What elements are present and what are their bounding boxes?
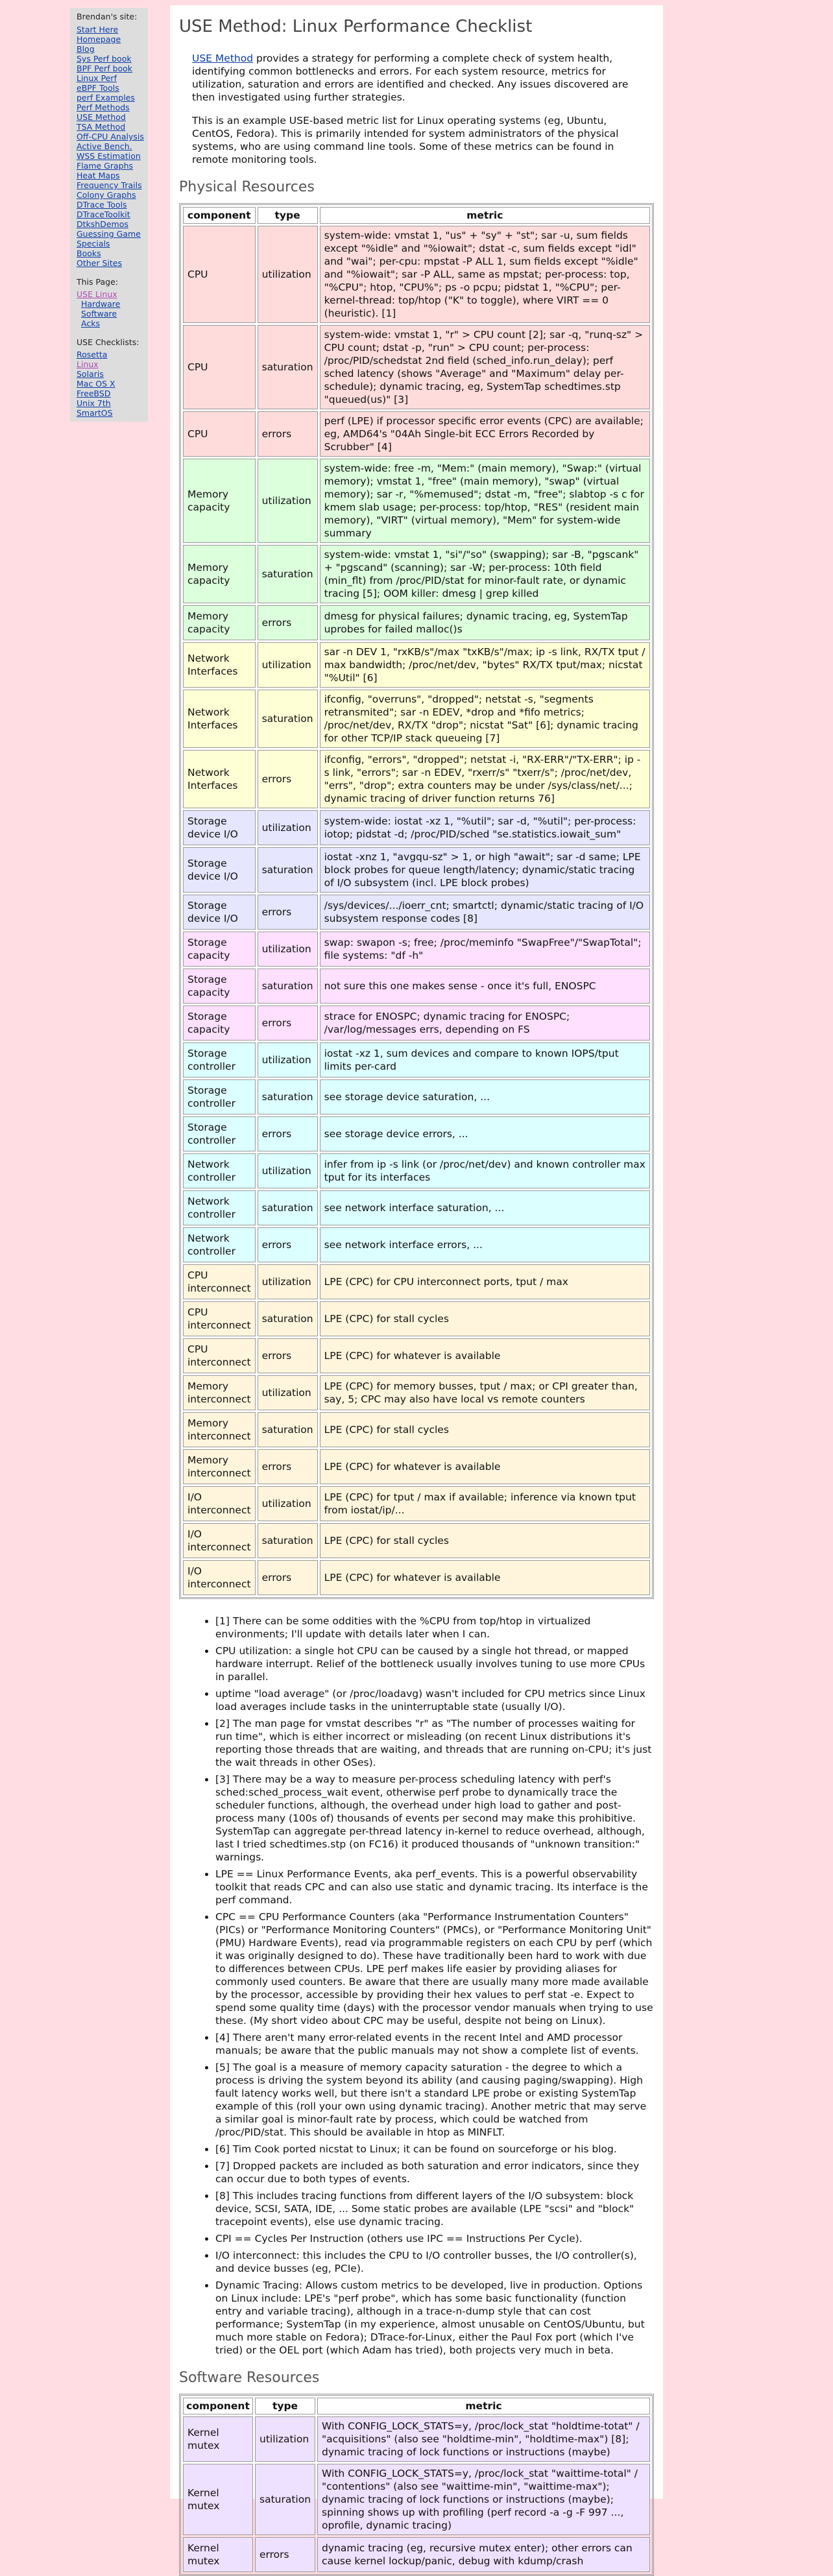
component-cell: Memory capacity bbox=[183, 545, 256, 603]
metric-cell: sar -n DEV 1, "rxKB/s"/max "txKB/s"/max; ip -s link, RX/TX tput / max bandwidth; /proc/net/dev, "bytes" RX/TX tput/max; nicstat "%Util" [6] bbox=[320, 642, 650, 688]
sidebar-link-dtkshdemos[interactable]: DtkshDemos bbox=[77, 219, 128, 229]
intro-paragraph-1 bbox=[179, 52, 654, 104]
sidebar-site-links bbox=[77, 25, 148, 268]
component-cell: Network Interfaces bbox=[183, 750, 256, 808]
metric-cell: LPE (CPC) for memory busses, tput / max; or CPI greater than, say, 5; CPC may also have local vs remote counters bbox=[320, 1375, 650, 1410]
table-row bbox=[183, 1486, 650, 1521]
component-cell: Memory interconnect bbox=[183, 1375, 256, 1410]
sidebar-link-wss-estimation[interactable]: WSS Estimation bbox=[77, 151, 141, 161]
metric-cell: With CONFIG_LOCK_STATS=y, /proc/lock_stat "holdtime-totat" / "acquisitions" (also see "holdtime-min", "holdtime-max") [8]; dynamic tracing of lock functions or instructions (maybe) bbox=[317, 2416, 650, 2462]
footnote-item: • LPE == Linux Performance Events, aka perf_events. This is a powerful observability toolkit that reads CPC and can also use static and dynamic tracing. Its interface is the perf command. bbox=[215, 1868, 654, 1907]
metric-cell: dynamic tracing (eg, recursive mutex enter); other errors can cause kernel lockup/panic, debug with kdump/crash bbox=[317, 2537, 650, 2572]
table-row bbox=[183, 325, 650, 409]
type-cell: utilization bbox=[255, 2416, 315, 2462]
table-row bbox=[183, 605, 650, 640]
metric-cell: /sys/devices/.../ioerr_cnt; smartctl; dynamic/static tracing of I/O subsystem response codes [8] bbox=[320, 895, 650, 930]
table-row bbox=[183, 932, 650, 967]
table-row bbox=[183, 1449, 650, 1484]
table-row bbox=[183, 1227, 650, 1262]
table-row bbox=[183, 1264, 650, 1299]
component-cell: Storage device I/O bbox=[183, 847, 256, 893]
metric-cell: see network interface saturation, ... bbox=[320, 1190, 650, 1225]
type-cell: utilization bbox=[258, 1486, 318, 1521]
metric-cell: system-wide: vmstat 1, "si"/"so" (swapping); sar -B, "pgscank" + "pgscand" (scanning); sar -W; per-process: 10th field (min_flt) from /proc/PID/stat for minor-fault rate, or dynamic tracing [5]; OOM killer: dmesg | grep killed bbox=[320, 545, 650, 603]
sidebar-link-hardware[interactable]: Hardware bbox=[81, 299, 121, 309]
type-cell: errors bbox=[258, 605, 318, 640]
table-row bbox=[183, 545, 650, 603]
footnotes-list bbox=[179, 1615, 654, 2357]
type-cell: utilization bbox=[258, 932, 318, 967]
metric-cell: see storage device saturation, ... bbox=[320, 1079, 650, 1114]
sidebar-link-start-here[interactable]: Start Here bbox=[77, 25, 119, 34]
component-cell: Storage capacity bbox=[183, 1005, 256, 1041]
table-row bbox=[183, 810, 650, 845]
type-cell: saturation bbox=[258, 690, 318, 748]
footnote-item: • uptime "load average" (or /proc/loadavg) wasn't included for CPU metrics since Linux load averages include tasks in the uninterruptable state (usually I/O). bbox=[215, 1687, 654, 1713]
table-row bbox=[183, 1375, 650, 1410]
type-cell: errors bbox=[258, 1005, 318, 1041]
component-cell: Network Interfaces bbox=[183, 690, 256, 748]
sidebar-link-dtracetoolkit[interactable]: DTraceToolkit bbox=[77, 210, 130, 219]
metric-cell: system-wide: vmstat 1, "r" > CPU count [2]; sar -q, "runq-sz" > CPU count; dstat -p, "run" > CPU count; per-process: /proc/PID/schedstat 2nd field (sched_info.run_delay); perf sched latency (shows "Average" and "Maximum" delay per-schedule); dynamic tracing, eg, SystemTap schedtimes.stp "queued(us)" [3] bbox=[320, 325, 650, 409]
sidebar-link-flame-graphs[interactable]: Flame Graphs bbox=[77, 161, 134, 171]
table-row bbox=[183, 1042, 650, 1077]
table-row bbox=[183, 1005, 650, 1041]
table-row bbox=[183, 642, 650, 688]
sidebar-link-sys-perf-book[interactable]: Sys Perf book bbox=[77, 54, 132, 64]
component-cell: Memory interconnect bbox=[183, 1449, 256, 1484]
metric-cell: ifconfig, "errors", "dropped"; netstat -i, "RX-ERR"/"TX-ERR"; ip -s link, "errors"; sar -n EDEV, "rxerr/s" "txerr/s"; /proc/net/dev, "errs", "drop"; extra counters may be under /sys/class/net/...; dynamic tracing of driver function returns 76] bbox=[320, 750, 650, 808]
sidebar-this-page-heading: This Page: bbox=[77, 277, 118, 287]
software-resources-table bbox=[179, 2394, 654, 2576]
sidebar-link-books[interactable]: Books bbox=[77, 248, 101, 258]
sidebar-link-heat-maps[interactable]: Heat Maps bbox=[77, 171, 120, 180]
component-cell: CPU interconnect bbox=[183, 1264, 256, 1299]
metric-cell: swap: swapon -s; free; /proc/meminfo "SwapFree"/"SwapTotal"; file systems: "df -h" bbox=[320, 932, 650, 967]
sidebar-link-perf-methods[interactable]: Perf Methods bbox=[77, 102, 130, 112]
physical-resources-table bbox=[179, 203, 654, 1599]
type-cell: utilization bbox=[258, 459, 318, 543]
footnote-item: • [1] There can be some oddities with the %CPU from top/htop in virtualized environments; I'll update with details later when I can. bbox=[215, 1615, 654, 1641]
metric-cell: LPE (CPC) for tput / max if available; inference via known tput from iostat/ip/... bbox=[320, 1486, 650, 1521]
footnote-item: • CPU utilization: a single hot CPU can be caused by a single hot thread, or mapped hardware interrupt. Relief of the bottleneck usually involves tuning to use more CPUs in parallel. bbox=[215, 1644, 654, 1683]
software-resources-heading: Software Resources bbox=[179, 2370, 320, 2386]
metric-cell: not sure this one makes sense - once it's full, ENOSPC bbox=[320, 969, 650, 1004]
metric-cell: iostat -xz 1, sum devices and compare to known IOPS/tput limits per-card bbox=[320, 1042, 650, 1077]
type-cell: saturation bbox=[258, 545, 318, 603]
component-cell: Kernel mutex bbox=[183, 2537, 253, 2572]
sidebar-link-freebsd[interactable]: FreeBSD bbox=[77, 389, 111, 398]
table-row bbox=[183, 895, 650, 930]
sidebar-link-colony-graphs[interactable]: Colony Graphs bbox=[77, 190, 136, 200]
footnote-item: • [5] The goal is a measure of memory capacity saturation - the degree to which a process is driving the system beyond its ability (and causing paging/swapping). High fault latency works well, but there isn't a standard LPE probe or existing SystemTap example of this (roll your own using dynamic tracing). Another metric that may serve a similar goal is minor-fault rate by process, which could be watched from /proc/PID/stat. This should be available in htop as MINFLT. bbox=[215, 2061, 654, 2139]
type-cell: errors bbox=[258, 895, 318, 930]
sidebar-link-dtrace-tools[interactable]: DTrace Tools bbox=[77, 200, 127, 210]
type-cell: errors bbox=[258, 1560, 318, 1595]
footnote-item: • [8] This includes tracing functions from different layers of the I/O subsystem: block device, SCSI, SATA, IDE, ... Some static probes are available (LPE "scsi" and "block" tracepoint events), else use dynamic tracing. bbox=[215, 2189, 654, 2228]
type-cell: saturation bbox=[258, 969, 318, 1004]
component-cell: Storage controller bbox=[183, 1042, 256, 1077]
table-row bbox=[183, 1116, 650, 1151]
component-cell: Network controller bbox=[183, 1227, 256, 1262]
table-row bbox=[183, 1153, 650, 1188]
column-header-metric: metric bbox=[317, 2398, 650, 2414]
table-row bbox=[183, 411, 650, 457]
table-row bbox=[183, 1560, 650, 1595]
metric-cell: LPE (CPC) for stall cycles bbox=[320, 1412, 650, 1447]
type-cell: utilization bbox=[258, 1264, 318, 1299]
footnote-item: • [4] There aren't many error-related events in the recent Intel and AMD processor manuals; be aware that the public manuals may not show a complete list of events. bbox=[215, 2031, 654, 2057]
metric-cell: LPE (CPC) for whatever is available bbox=[320, 1338, 650, 1373]
metric-cell: LPE (CPC) for stall cycles bbox=[320, 1523, 650, 1558]
component-cell: Kernel mutex bbox=[183, 2464, 253, 2535]
sidebar-link-bpf-perf-book[interactable]: BPF Perf book bbox=[77, 64, 133, 73]
sidebar-link-linux-perf[interactable]: Linux Perf bbox=[77, 73, 117, 83]
component-cell: Network controller bbox=[183, 1190, 256, 1225]
type-cell: saturation bbox=[258, 325, 318, 409]
sidebar-link-unix-7th[interactable]: Unix 7th bbox=[77, 398, 111, 408]
type-cell: errors bbox=[258, 1116, 318, 1151]
table-row bbox=[183, 690, 650, 748]
footnote-item: • Dynamic Tracing: Allows custom metrics to be developed, live in production. Options on Linux include: LPE's "perf probe", which has some basic functionality (function entry and variable tracing), although in a trace-n-dump style that can cost performance; SystemTap (in my experience, almost unusable on CentOS/Ubuntu, but much more stable on Fedora); DTrace-for-Linux, either the Paul Fox port (which I've tried) or the OEL port (which Adam has tried), both projects very much in beta. bbox=[215, 2279, 654, 2357]
sidebar-link-solaris[interactable]: Solaris bbox=[77, 369, 104, 379]
type-cell: utilization bbox=[258, 642, 318, 688]
component-cell: CPU interconnect bbox=[183, 1301, 256, 1336]
table-row bbox=[183, 1523, 650, 1558]
footnote-item: • I/O interconnect: this includes the CPU to I/O controller busses, the I/O controller(s), and device busses (eg, PCIe). bbox=[215, 2249, 654, 2275]
sidebar-link-use-linux[interactable]: USE Linux bbox=[77, 289, 117, 299]
use-method-link[interactable]: USE Method bbox=[192, 53, 254, 64]
metric-cell: system-wide: vmstat 1, "us" + "sy" + "st"; sar -u, sum fields except "%idle" and "%iowait"; dstat -c, sum fields except "idl" and "wai"; per-cpu: mpstat -P ALL 1, sum fields except "%idle" and "%iowait"; sar -P ALL, same as mpstat; per-process: top, "%CPU"; htop, "CPU%"; ps -o pcpu; pidstat 1, "%CPU"; per-kernel-thread: top/htop ("K" to toggle), where VIRT == 0 (heuristic). [1] bbox=[320, 226, 650, 323]
column-header-component: component bbox=[183, 2398, 253, 2414]
sidebar-checklist-links bbox=[77, 350, 148, 418]
type-cell: saturation bbox=[258, 1190, 318, 1225]
footnote-item: • [7] Dropped packets are included as both saturation and error indicators, since they can occur due to both types of events. bbox=[215, 2160, 654, 2185]
component-cell: I/O interconnect bbox=[183, 1486, 256, 1521]
sidebar bbox=[70, 8, 148, 422]
table-row bbox=[183, 459, 650, 543]
component-cell: I/O interconnect bbox=[183, 1560, 256, 1595]
sidebar-this-page-links bbox=[77, 289, 148, 328]
type-cell: errors bbox=[258, 1227, 318, 1262]
metric-cell: ifconfig, "overruns", "dropped"; netstat -s, "segments retransmited"; sar -n EDEV, *drop and *fifo metrics; /proc/net/dev, RX/TX "drop"; nicstat "Sat" [6]; dynamic tracing for other TCP/IP stack queueing [7] bbox=[320, 690, 650, 748]
sidebar-link-tsa-method[interactable]: TSA Method bbox=[77, 122, 126, 132]
sidebar-title: Brendan's site: bbox=[77, 12, 138, 21]
metric-cell: see storage device errors, ... bbox=[320, 1116, 650, 1151]
type-cell: saturation bbox=[258, 1412, 318, 1447]
column-header-type: type bbox=[255, 2398, 315, 2414]
type-cell: saturation bbox=[258, 1079, 318, 1114]
component-cell: Network Interfaces bbox=[183, 642, 256, 688]
type-cell: errors bbox=[258, 411, 318, 457]
sidebar-link-linux[interactable]: Linux bbox=[77, 359, 99, 369]
column-header-metric: metric bbox=[320, 207, 650, 224]
component-cell: Kernel mutex bbox=[183, 2416, 253, 2462]
sidebar-link-smartos[interactable]: SmartOS bbox=[77, 408, 113, 418]
physical-resources-heading: Physical Resources bbox=[179, 179, 315, 195]
table-row bbox=[183, 1338, 650, 1373]
table-row bbox=[183, 847, 650, 893]
component-cell: CPU bbox=[183, 411, 256, 457]
sidebar-link-ebpf-tools[interactable]: eBPF Tools bbox=[77, 83, 119, 93]
type-cell: errors bbox=[255, 2537, 315, 2572]
main-content bbox=[170, 5, 663, 2567]
sidebar-link-active-bench[interactable]: Active Bench. bbox=[77, 141, 132, 151]
metric-cell: strace for ENOSPC; dynamic tracing for ENOSPC; /var/log/messages errs, depending on FS bbox=[320, 1005, 650, 1041]
metric-cell: dmesg for physical failures; dynamic tracing, eg, SystemTap uprobes for failed malloc()s bbox=[320, 605, 650, 640]
type-cell: utilization bbox=[258, 1375, 318, 1410]
type-cell: errors bbox=[258, 1449, 318, 1484]
metric-cell: LPE (CPC) for stall cycles bbox=[320, 1301, 650, 1336]
footnote-item: • [2] The man page for vmstat describes "r" as "The number of processes waiting for run time", which is either incorrect or misleading (on recent Linux distributions it's reporting those threads that are waiting, and threads that are running on-CPU; it's just the wait threads in other OSes). bbox=[215, 1717, 654, 1769]
table-row bbox=[183, 2537, 650, 2572]
type-cell: utilization bbox=[258, 1153, 318, 1188]
sidebar-link-frequency-trails[interactable]: Frequency Trails bbox=[77, 180, 142, 190]
component-cell: Storage controller bbox=[183, 1079, 256, 1114]
table-row bbox=[183, 969, 650, 1004]
table-row bbox=[183, 226, 650, 323]
component-cell: CPU interconnect bbox=[183, 1338, 256, 1373]
sidebar-link-other-sites[interactable]: Other Sites bbox=[77, 258, 122, 268]
type-cell: saturation bbox=[255, 2464, 315, 2535]
sidebar-link-software[interactable]: Software bbox=[81, 309, 117, 319]
sidebar-link-guessing-game[interactable]: Guessing Game bbox=[77, 229, 141, 239]
footnote-item: • CPI == Cycles Per Instruction (others use IPC == Instructions Per Cycle). bbox=[215, 2232, 654, 2245]
metric-cell: With CONFIG_LOCK_STATS=y, /proc/lock_stat "waittime-total" / "contentions" (also see "waittime-min", "waittime-max"); dynamic tracing of lock functions or instructions (maybe); spinning shows up with profiling (perf record -a -g -F 997 ..., oprofile, dynamic tracing) bbox=[317, 2464, 650, 2535]
metric-cell: system-wide: iostat -xz 1, "%util"; sar -d, "%util"; per-process: iotop; pidstat -d; /proc/PID/sched "se.statistics.iowait_sum" bbox=[320, 810, 650, 845]
component-cell: Storage device I/O bbox=[183, 895, 256, 930]
metric-cell: system-wide: free -m, "Mem:" (main memory), "Swap:" (virtual memory); vmstat 1, "free" (main memory), "swap" (virtual memory); sar -r, "%memused"; dstat -m, "free"; slabtop -s c for kmem slab usage; per-process: top/htop, "RES" (resident main memory), "VIRT" (virtual memory), "Mem" for system-wide summary bbox=[320, 459, 650, 543]
sidebar-link-specials[interactable]: Specials bbox=[77, 239, 110, 248]
type-cell: utilization bbox=[258, 226, 318, 323]
component-cell: Memory capacity bbox=[183, 605, 256, 640]
sidebar-link-use-method[interactable]: USE Method bbox=[77, 112, 126, 122]
sidebar-link-perf-examples[interactable]: perf Examples bbox=[77, 93, 135, 102]
type-cell: saturation bbox=[258, 847, 318, 893]
component-cell: CPU bbox=[183, 226, 256, 323]
component-cell: Network controller bbox=[183, 1153, 256, 1188]
type-cell: saturation bbox=[258, 1523, 318, 1558]
component-cell: Storage capacity bbox=[183, 932, 256, 967]
sidebar-link-rosetta[interactable]: Rosetta bbox=[77, 350, 108, 359]
intro-paragraph-2: This is an example USE-based metric list for Linux operating systems (eg, Ubuntu, CentOS, Fedora). This is primarily intended for system administrators of the physical systems, who are using command line tools. Some of these metrics can be found in remote monitoring tools. bbox=[192, 115, 619, 165]
table-row bbox=[183, 1190, 650, 1225]
metric-cell: LPE (CPC) for whatever is available bbox=[320, 1560, 650, 1595]
table-row bbox=[183, 2416, 650, 2462]
component-cell: Memory capacity bbox=[183, 459, 256, 543]
metric-cell: perf (LPE) if processor specific error events (CPC) are available; eg, AMD64's "04Ah Single-bit ECC Errors Recorded by Scrubber" [4] bbox=[320, 411, 650, 457]
metric-cell: LPE (CPC) for whatever is available bbox=[320, 1449, 650, 1484]
sidebar-checklists-heading: USE Checklists: bbox=[77, 337, 139, 347]
component-cell: CPU bbox=[183, 325, 256, 409]
metric-cell: infer from ip -s link (or /proc/net/dev) and known controller max tput for its interfaces bbox=[320, 1153, 650, 1188]
component-cell: Storage capacity bbox=[183, 969, 256, 1004]
table-row bbox=[183, 2464, 650, 2535]
type-cell: utilization bbox=[258, 1042, 318, 1077]
footnote-item: • [3] There may be a way to measure per-process scheduling latency with perf's sched:sched_process_wait event, otherwise perf probe to dynamically trace the scheduler functions, although, the overhead under high load to gather and post-process many (100s of) thousands of events per second may make this prohibitive. SystemTap can aggregate per-thread latency in-kernel to reduce overhead, although, last I tried schedtimes.stp (on FC16) it produced thousands of "unknown transition:" warnings. bbox=[215, 1773, 654, 1864]
metric-cell: LPE (CPC) for CPU interconnect ports, tput / max bbox=[320, 1264, 650, 1299]
type-cell: errors bbox=[258, 1338, 318, 1373]
footnote-item: • CPC == CPU Performance Counters (aka "Performance Instrumentation Counters" (PICs) or "Performance Monitoring Counters" (PMCs), or "Performance Monitoring Unit" (PMU) Hardware Events), read via programmable registers on each CPU by perf (which it was originally designed to do). These have traditionally been hard to work with due to differences between CPUs. LPE perf makes life easier by providing aliases for commonly used counters. Be aware that there are usually many more made available by the processor, accessible by providing their hex values to perf stat -e. Expect to spend some quality time (days) with the processor vendor manuals when trying to use these. (My short video about CPC may be useful, despite not being on Linux). bbox=[215, 1910, 654, 2027]
component-cell: Memory interconnect bbox=[183, 1412, 256, 1447]
page-title: USE Method: Linux Performance Checklist bbox=[179, 17, 533, 36]
table-row bbox=[183, 1412, 650, 1447]
metric-cell: iostat -xnz 1, "avgqu-sz" > 1, or high "await"; sar -d same; LPE block probes for queue length/latency; dynamic/static tracing of I/O subsystem (incl. LPE block probes) bbox=[320, 847, 650, 893]
type-cell: saturation bbox=[258, 1301, 318, 1336]
table-row bbox=[183, 1301, 650, 1336]
component-cell: Storage controller bbox=[183, 1116, 256, 1151]
column-header-type: type bbox=[258, 207, 318, 224]
sidebar-link-off-cpu-analysis[interactable]: Off-CPU Analysis bbox=[77, 132, 144, 141]
sidebar-link-mac-os-x[interactable]: Mac OS X bbox=[77, 379, 115, 389]
component-cell: Storage device I/O bbox=[183, 810, 256, 845]
column-header-component: component bbox=[183, 207, 256, 224]
footnote-item: • [6] Tim Cook ported nicstat to Linux; it can be found on sourceforge or his blog. bbox=[215, 2143, 654, 2156]
component-cell: I/O interconnect bbox=[183, 1523, 256, 1558]
type-cell: errors bbox=[258, 750, 318, 808]
sidebar-link-acks[interactable]: Acks bbox=[81, 319, 100, 328]
table-row bbox=[183, 750, 650, 808]
metric-cell: see network interface errors, ... bbox=[320, 1227, 650, 1262]
sidebar-link-homepage[interactable]: Homepage bbox=[77, 34, 121, 44]
table-row bbox=[183, 1079, 650, 1114]
sidebar-link-blog[interactable]: Blog bbox=[77, 44, 95, 54]
intro-paragraph-1-text: provides a strategy for performing a complete check of system health, identifying common bottlenecks and errors. For each system resource, metrics for utilization, saturation and errors are identified and checked. Any issues discovered are then investigated using further strategies. bbox=[192, 53, 629, 103]
type-cell: utilization bbox=[258, 810, 318, 845]
